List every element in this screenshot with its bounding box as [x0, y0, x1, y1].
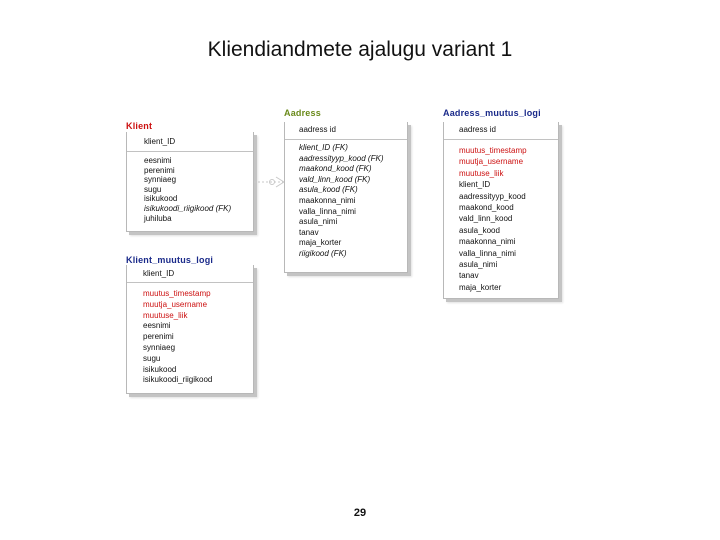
entity-aadress-muutus-logi-name: Aadress_muutus_logi [443, 108, 541, 118]
entity-attribute: asula_nimi [459, 260, 498, 269]
relationship-crowfoot-bottom [276, 182, 284, 187]
entity-attribute: sugu [143, 353, 161, 363]
entity-attribute: vald_linn_kood (FK) [299, 174, 371, 184]
entity-attribute: aadressityyp_kood (FK) [299, 153, 384, 163]
entity-attribute: eesnimi [143, 321, 171, 331]
entity-attribute: muutuse_liik [459, 168, 504, 178]
relationship-connector-klient-aadress [254, 170, 294, 200]
entity-attribute: perenimi [144, 165, 175, 175]
entity-attribute: maakonna_nimi [459, 237, 516, 247]
entity-klient-key-field: klient_ID [144, 137, 176, 146]
entity-attribute: asula_nimi [299, 217, 338, 227]
entity-klient-muutus-logi [126, 255, 256, 395]
entity-klient-muutus-logi-box [126, 265, 254, 394]
entity-attribute: asula_kood (FK) [299, 185, 358, 195]
entity-attribute: riigikood (FK) [299, 249, 347, 258]
page-number: 29 [353, 507, 367, 519]
entity-aadress-key-field: aadress id [299, 125, 336, 134]
entity-attribute: vald_linn_kood [459, 214, 513, 224]
entity-attribute: synniaeg [143, 343, 176, 352]
entity-attribute: maakonna_nimi [299, 196, 356, 205]
entity-klient-muutus-logi-name: Klient_muutus_logi [126, 255, 214, 265]
entity-aadress-name: Aadress [284, 108, 321, 118]
entity-attribute: aadressityyp_kood [459, 191, 526, 201]
entity-attribute: muutuse_liik [143, 310, 188, 320]
entity-attribute: valla_linna_nimi [459, 248, 516, 258]
entity-klient-name: Klient [126, 121, 153, 131]
entity-attribute: maakond_kood (FK) [299, 164, 372, 174]
entity-attribute: sugu [144, 184, 162, 194]
entity-klient [126, 121, 254, 233]
entity-attribute: klient_ID (FK) [299, 143, 348, 152]
entity-aadress-muutus-logi [443, 108, 561, 300]
relationship-crowfoot-top [276, 177, 284, 182]
entity-aadress [284, 108, 410, 274]
entity-attribute: muutja_username [459, 157, 524, 167]
entity-attribute: valla_linna_nimi [299, 206, 356, 216]
entity-attribute: isikukood [144, 194, 178, 204]
entity-attribute: perenimi [143, 332, 174, 342]
entity-attribute: synniaeg [144, 175, 177, 185]
entity-attribute: muutja_username [143, 299, 208, 309]
entity-attribute: muutus_timestamp [459, 146, 527, 155]
entity-aadress-muutus-logi-key-field: aadress id [459, 125, 496, 134]
entity-attribute: asula_kood [459, 225, 500, 235]
entity-attribute: tanav [459, 271, 479, 281]
entity-attribute: isikukood [143, 364, 177, 374]
entity-aadress-box [284, 122, 408, 273]
entity-klient-muutus-logi-key-field: klient_ID [143, 269, 175, 278]
slide-title: Kliendiandmete ajalugu variant 1 [207, 38, 513, 61]
entity-attribute: maja_korter [459, 282, 502, 292]
entity-attribute: juhiluba [144, 213, 172, 223]
entity-attribute: maakond_kood [459, 203, 514, 212]
entity-attribute: eesnimi [144, 156, 172, 165]
entity-attribute: tanav [299, 227, 319, 237]
entity-attribute: isikukoodi_riigikood (FK) [144, 204, 232, 213]
entity-attribute: maja_korter [299, 238, 342, 248]
entity-aadress-muutus-logi-box [443, 122, 559, 299]
entity-attribute: isikukoodi_riigikood [143, 375, 213, 385]
entity-attribute: muutus_timestamp [143, 289, 211, 298]
entity-klient-box [126, 132, 254, 232]
entity-attribute: klient_ID [459, 180, 491, 190]
